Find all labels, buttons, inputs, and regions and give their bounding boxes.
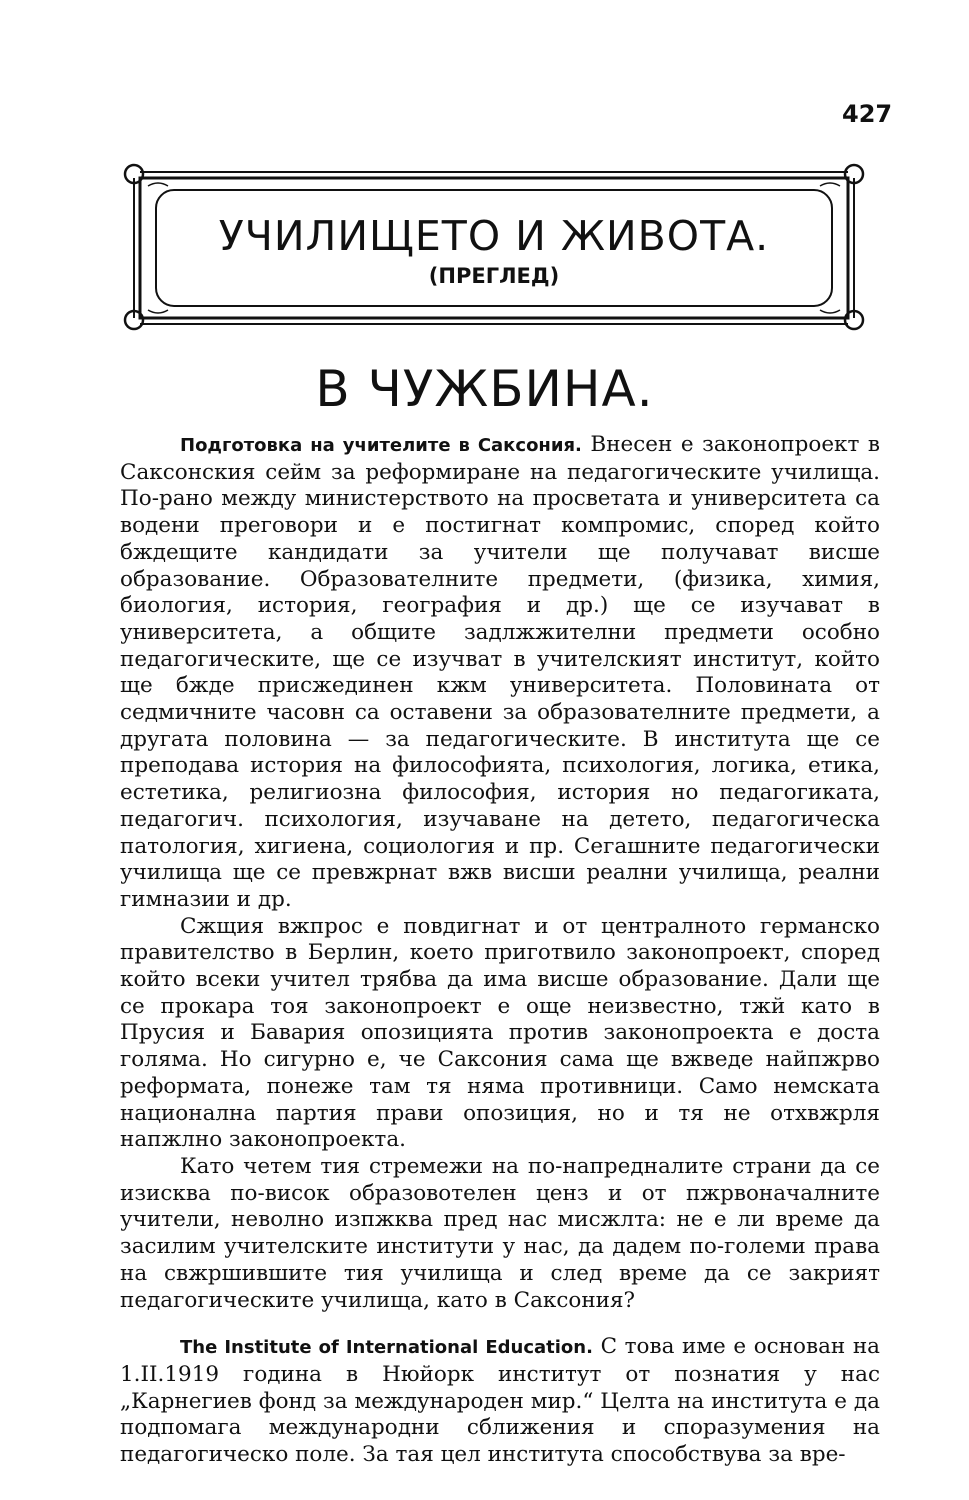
- paragraph-text: Внесен е законопроект в Саксонския сейм за реформиране на педагогическите училища. По-рано между министерството на просветата и университета са водени преговори и е постигнат компромис, според който бждещите кандидати за учители ще получават висше образование. Образователните предмети, (физика, химия, биология, история, география и др.) ще се изучават в университета, а общите задлжжителни предмети особно педагогическите, ще се изучват в учителският институт, който ще бжде присжединен кжм университета. Половината от седмичните часовн са оставени за образователните предмети, а другата половина — за педагогическите. В института ще се преподава история на философията, психология, логика, етика, естетика, религиозна философия, история но педагогиката, педагогич. психология, изучаване на детето, педагогическа патология, хигиена, социология и пр. Сегашните педагогически училища ще се превжрнат вжв висши реални училища, реални гимназии и др.: [120, 432, 881, 912]
- paragraph: [120, 1154, 880, 1314]
- page-number: 427: [842, 100, 893, 128]
- paragraph-lead: Подготовка на учителите в Саксония.: [180, 435, 582, 456]
- paragraph: [120, 1334, 880, 1469]
- article-body: [120, 432, 880, 1469]
- section-header-frame: [118, 160, 870, 332]
- section-title: В ЧУЖБИНА.: [315, 360, 654, 418]
- paragraph-text: Като четем тия стремежи на по-напредналите страни да се изисква по-висок образовотелен ценз и от пжрвоначалните учители, неволно изпжква пред нас мисжлта: не е ли време да засилим учителските институти у нас, да дадем по-големи права на свжршившите тия училища и след време да се закрият педагогическите училища, като в Саксония?: [120, 1153, 880, 1313]
- paragraph: [120, 432, 880, 914]
- header-title: УЧИЛИЩЕТО И ЖИВОТА.: [218, 212, 770, 260]
- paragraph: [120, 914, 880, 1154]
- paragraph-lead: The Institute of International Education.: [180, 1337, 593, 1359]
- paragraph-text: С това име е основан на 1.II.1919 година в Нюйорк институт от познатия у нас „Карнегиев фонд за международен мир.“ Целта на института е да подпомага международни сближения и споразумения на педагогическо поле. За тая цел института способствува за вре-: [120, 1334, 880, 1468]
- header-subtitle: (ПРЕГЛЕД): [428, 264, 560, 288]
- paragraph-text: Сжщия вжпрос е повдигнат и от централното германско правителство в Берлин, което приготвило законопроект, според който всеки учител трябва да има висше образование. Дали ще се прокара тоя законопроект е още неизвестно, тжй като в Прусия и Бавария опозицията против законопроекта е доста голяма. Но сигурно е, че Саксония сама ще вжведе найпжрво реформата, понеже там тя няма противници. Само немската национална партия прави опозиция, но и тя не отхвжрля напжлно законопроекта.: [120, 913, 880, 1153]
